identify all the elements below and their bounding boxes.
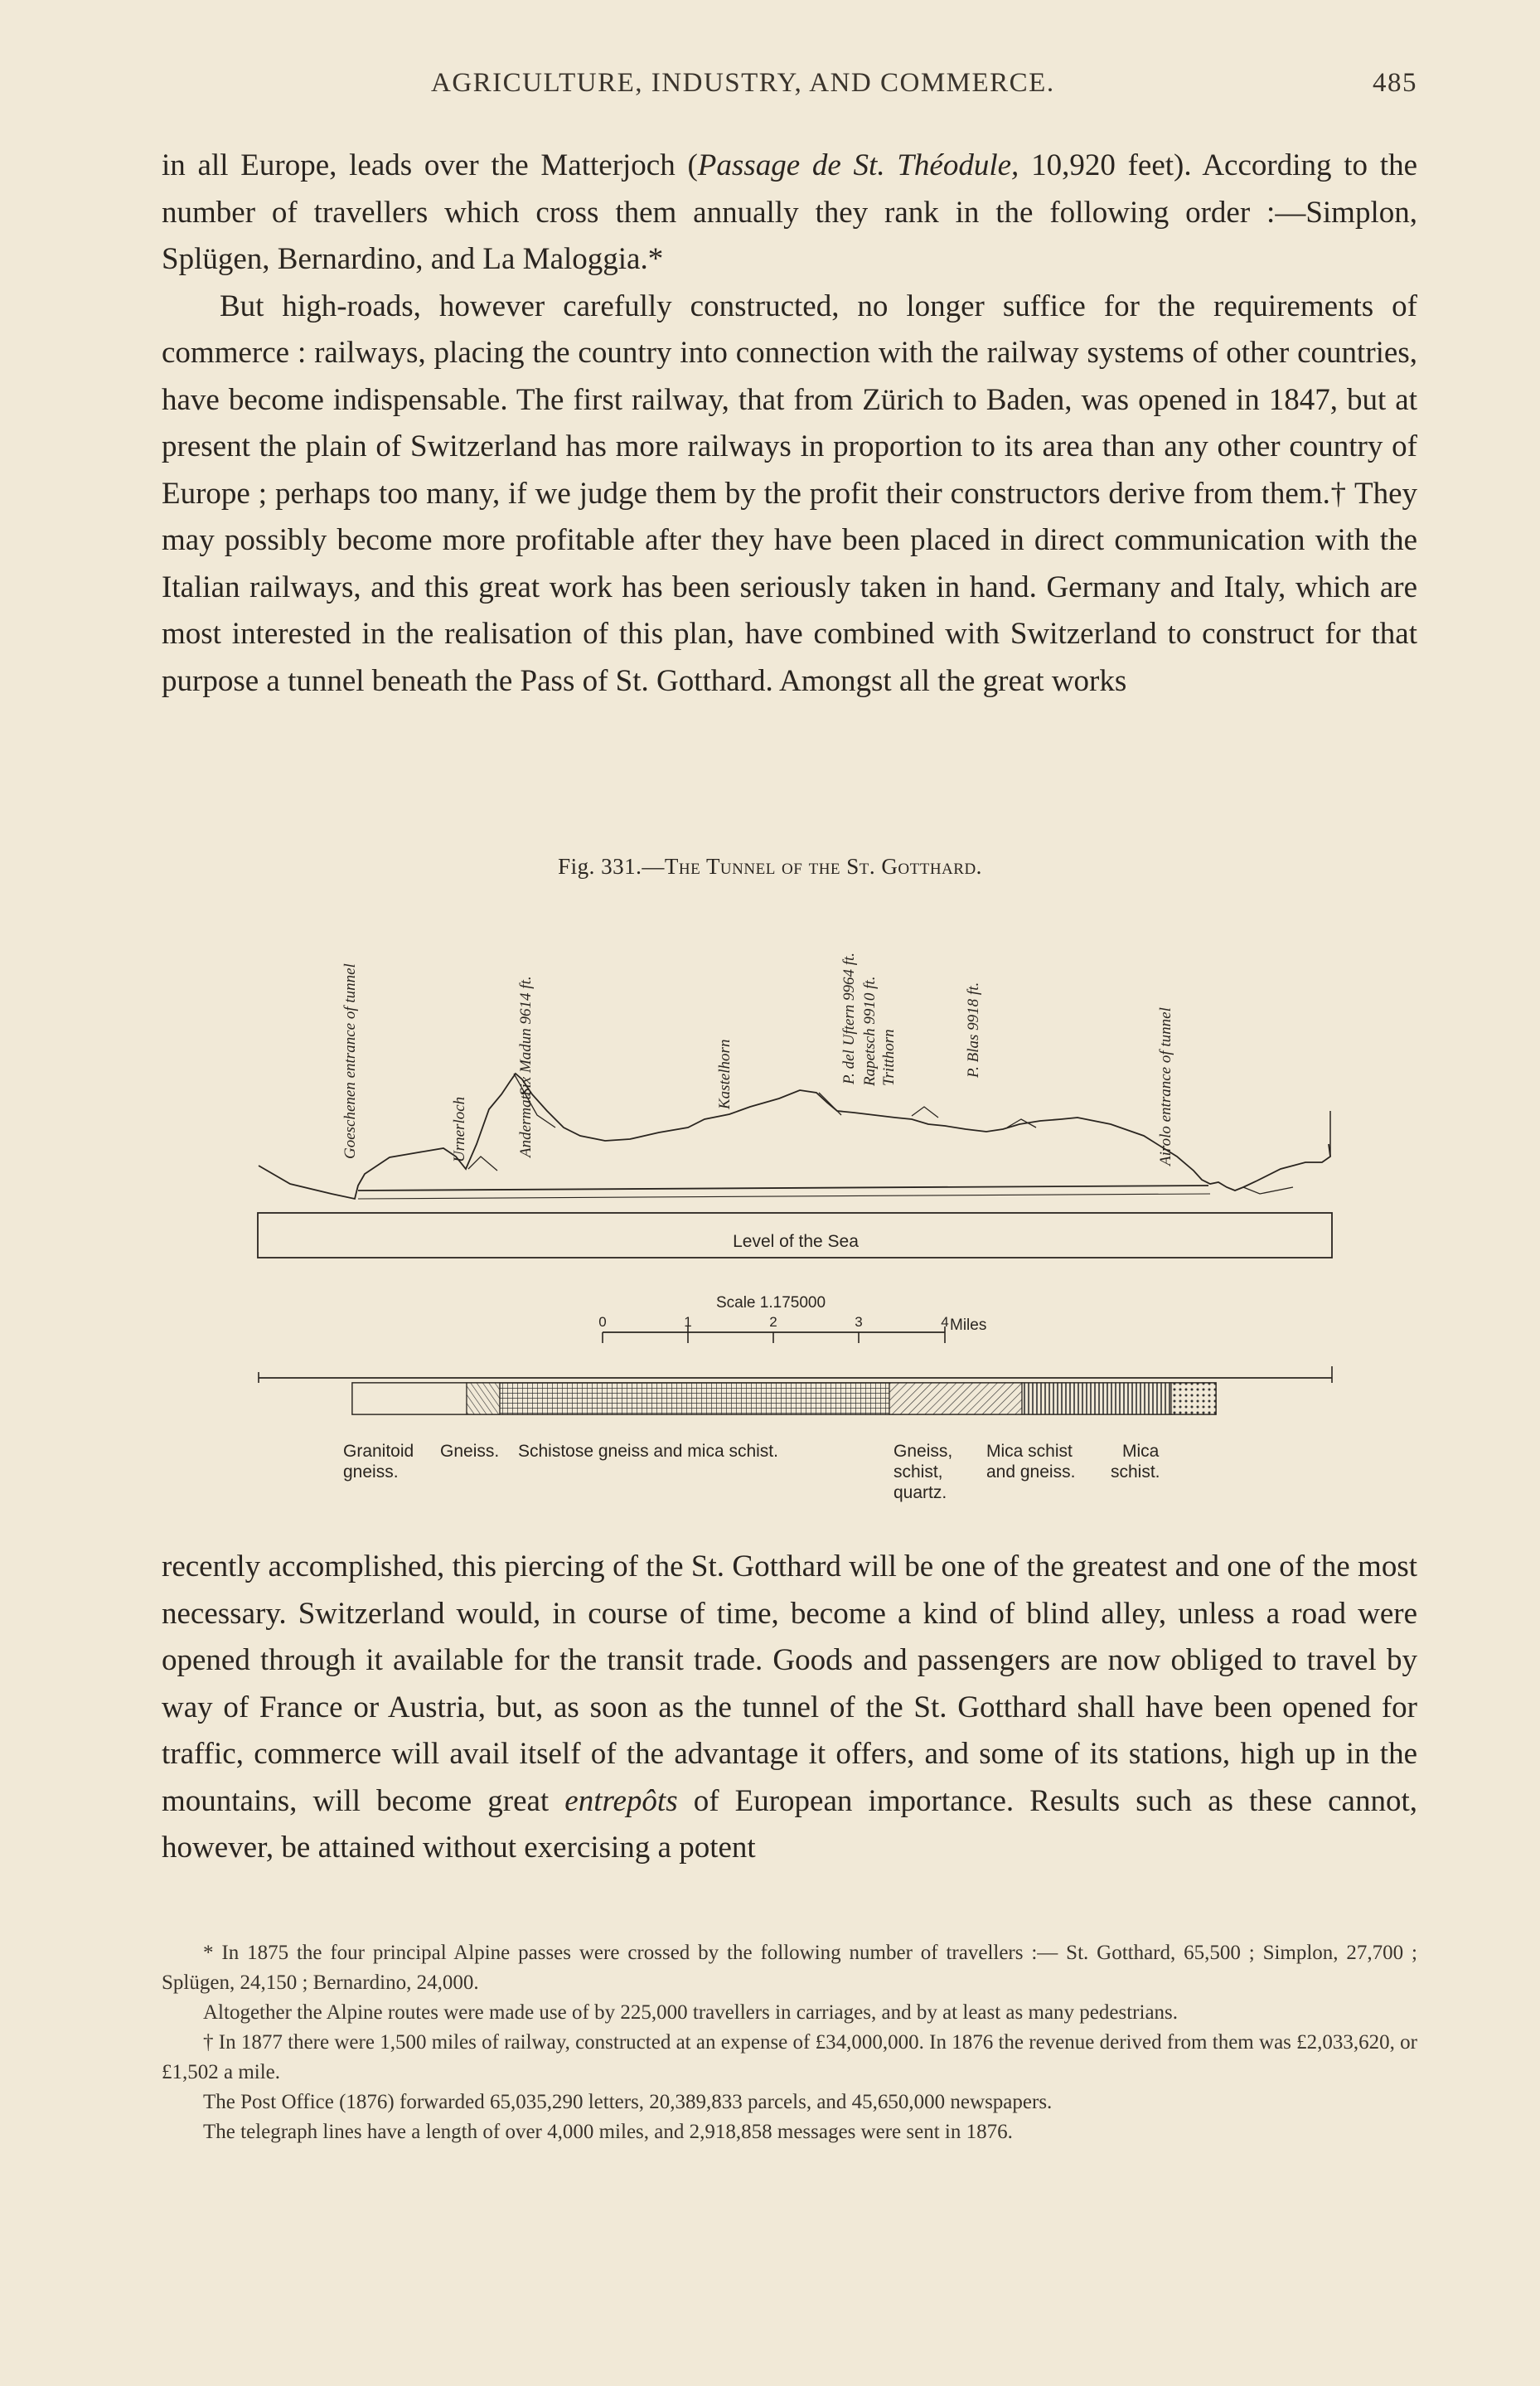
band-granitoid-gneiss <box>352 1383 467 1414</box>
band-mica-schist-gneiss <box>1022 1383 1171 1414</box>
label-andermatt: Andermatt <box>517 1090 535 1157</box>
legend-mica-gneiss-2: and gneiss. <box>986 1462 1076 1482</box>
legend-gneiss-schist-3: quartz. <box>893 1483 947 1502</box>
label-kastelhorn: Kastelhorn <box>716 1039 734 1109</box>
band-gneiss-schist-quartz <box>889 1383 1022 1414</box>
band-schistose-gneiss <box>500 1383 889 1414</box>
footnote-1b: Altogether the Alpine routes were made use of by 225,000 travellers in carriages, and by at least as many pedestrians. <box>203 2001 1179 2024</box>
label-six-madun: Six Madun 9614 ft. <box>517 976 535 1096</box>
para3-italic: entrepôts <box>564 1783 678 1818</box>
legend-granitoid-2: gneiss. <box>343 1462 399 1482</box>
para1-text-b: 10,920 feet). According to the number of travellers which cross them annually they rank in the following order :—Simplon, Splügen, Bernardino, and La Maloggia.* <box>162 148 1417 276</box>
paragraph-2: But high-roads, however carefully constructed, no longer suffice for the requirements of commerce : railways, placing the country into connection with the railway systems of other countries, have become indispensable. The first railway, that from Zürich to Baden, was opened in 1847, but at present the plain of Switzerland has more railways in proportion to its area than any other country of Europe ; perhaps too many, if we judge them by the profit their constructors derive from them.† They may possibly become more profitable after they have been placed in direct communication with the Italian railways, and this great work has been seriously taken in hand. Germany and Italy, which are most interested in the realisation of this plan, have combined with Switzerland to construct for that purpose a tunnel beneath the Pass of St. Gotthard. Amongst all the great works <box>162 289 1417 698</box>
tunnel-line <box>358 1186 1208 1191</box>
figure-caption-title: The Tunnel of the St. Gotthard. <box>664 854 982 879</box>
footnote-1: * In 1875 the four principal Alpine passes were crossed by the following number of travellers :— St. Gotthard, 65,500 ; Simplon, 27,700 ; Splügen, 24,150 ; Bernardino, 24,000. <box>162 1942 1417 1994</box>
label-airolo: Airolo entrance of tunnel <box>1157 1007 1174 1166</box>
para3-text-b: of European importance. Results such as these cannot, however, be attained without exercising a potent <box>162 1783 1418 1865</box>
sea-level-label: Level of the Sea <box>733 1232 859 1251</box>
band-mica-schist <box>1171 1383 1216 1414</box>
label-rapetsch: Rapetsch 9910 ft. <box>861 976 879 1086</box>
legend-schistose: Schistose gneiss and mica schist. <box>518 1442 778 1461</box>
scale-tick-2: 2 <box>769 1314 777 1330</box>
legend-mica-schist-2: schist. <box>1111 1462 1160 1482</box>
figure-caption-prefix: Fig. 331.— <box>558 854 665 879</box>
legend-gneiss-schist-2: schist, <box>893 1462 943 1482</box>
legend-mica-gneiss-1: Mica schist <box>986 1442 1073 1461</box>
para3-text-a: recently accomplished, this piercing of the St. Gotthard will be one of the greatest and one of the most necessary. Switzerland would, in course of time, become a kind of blind alley, unless a road were opened through it available for the transit trade. Goods and passengers are now obliged to travel by way of France or Austria, but, as soon as the tunnel of the St. Gotthard shall have been opened for traffic, commerce will avail itself of the advantage it offers, and some of its stations, high up in the mountains, will become great <box>162 1549 1417 1818</box>
label-p-blas: P. Blas 9918 ft. <box>965 982 982 1078</box>
label-goeschenen: Goeschenen entrance of tunnel <box>341 963 359 1159</box>
page-number: 485 <box>1373 68 1417 98</box>
running-title: AGRICULTURE, INDUSTRY, AND COMMERCE. <box>431 68 1055 98</box>
legend-gneiss-schist-1: Gneiss, <box>893 1442 953 1461</box>
footnote-2: † In 1877 there were 1,500 miles of railway, constructed at an expense of £34,000,000. In 1876 the revenue derived from them was £2,033,620, or £1,502 a mile. <box>162 2031 1417 2083</box>
band-gneiss <box>467 1383 500 1414</box>
label-tritthorn: Tritthorn <box>880 1029 898 1086</box>
para1-text-a: in all Europe, leads over the Matterjoch ( <box>162 148 698 182</box>
scale-unit: Miles <box>950 1317 987 1334</box>
legend-gneiss: Gneiss. <box>440 1442 500 1461</box>
footnote-4: The telegraph lines have a length of over 4,000 miles, and 2,918,858 messages were sent in 1876. <box>203 2121 1013 2143</box>
footnotes <box>162 1938 1417 2147</box>
legend-granitoid-1: Granitoid <box>343 1442 414 1461</box>
scale-tick-1: 1 <box>684 1314 692 1330</box>
body-text-bottom <box>162 1544 1417 1872</box>
para1-italic: Passage de St. Théodule, <box>697 148 1019 182</box>
scale-tick-4: 4 <box>941 1314 949 1330</box>
footnote-3: The Post Office (1876) forwarded 65,035,290 letters, 20,389,833 parcels, and 45,650,000 newspapers. <box>203 2091 1053 2113</box>
label-urnerloch: Urnerloch <box>451 1096 468 1162</box>
tunnel-line-lower <box>358 1194 1210 1199</box>
scale-tick-3: 3 <box>855 1314 863 1330</box>
paragraph-3 <box>162 1544 1417 1872</box>
legend-mica-schist-1: Mica <box>1122 1442 1160 1461</box>
label-p-del-uftern: P. del Uftern 9964 ft. <box>840 952 858 1084</box>
scale-tick-0: 0 <box>598 1314 607 1330</box>
scale-label: Scale 1.175000 <box>715 1294 826 1312</box>
